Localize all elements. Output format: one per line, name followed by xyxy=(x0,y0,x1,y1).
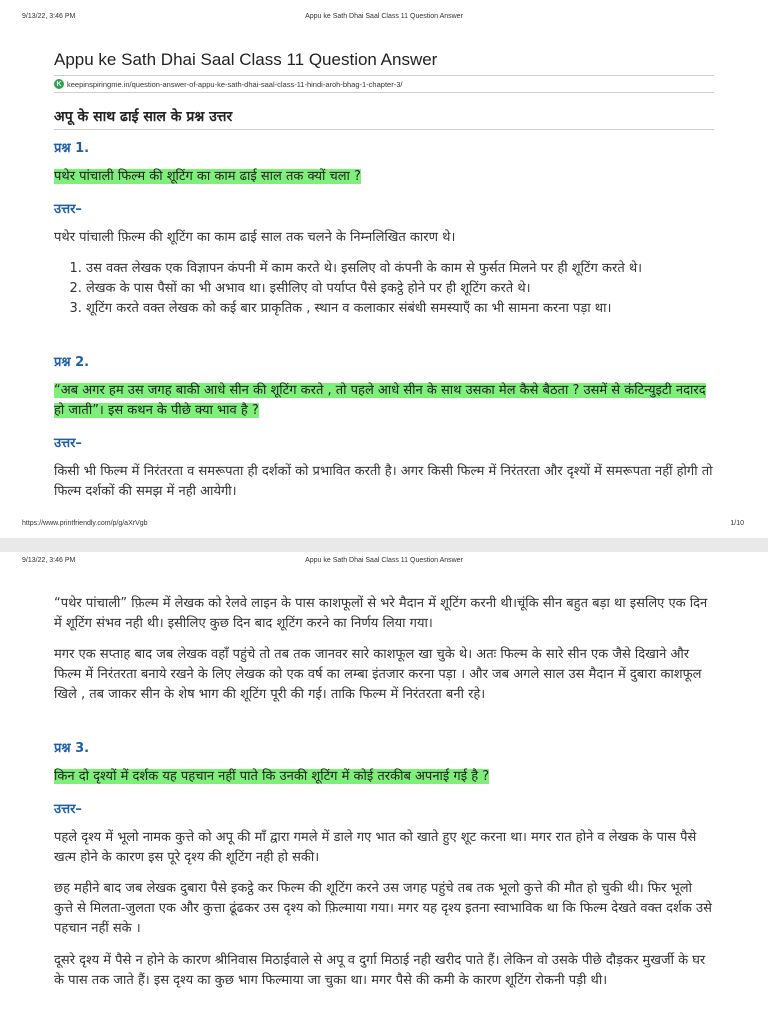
answer-3-para-1: पहले दृश्य में भूलो नामक कुत्ते को अपू की माँ द्वारा गमले में डाले गए भात को खाते हुए शूट करना था। मगर रात होने व लेखक के पास पैसे खत्म होने के कारण इस पूरे दृश्य की शूटिंग नही हो सकी। xyxy=(54,830,697,865)
question-1-label: प्रश्न 1. xyxy=(54,141,90,156)
question-2-text xyxy=(54,381,714,421)
answer-3-para-2: छह महीने बाद जब लेखक दुबारा पैसे इकट्ठे कर फिल्म की शूटिंग करने उस जगह पहुंचे तब तक भूलो कुत्ते की मौत हो चुकी थी। फिर भूलो कुत्ते से मिलता-जुलता एक और कुत्ता ढूंढकर उस दृश्य को फ़िल्माया गया। मगर यह दृश्य इतना स्वाभाविक था कि फिल्म देखते वक्त दर्शक उसे पहचान नहीं सके । xyxy=(54,881,712,936)
answer-1-list xyxy=(54,259,746,319)
print-footer-url[interactable]: https://www.printfriendly.com/p/g/aXrVgb xyxy=(22,520,148,527)
print-page-number: 1/10 xyxy=(730,520,744,527)
question-1-text xyxy=(54,167,714,187)
question-1-highlight: पथेर पांचाली फिल्म की शूटिंग का काम ढाई साल तक क्यों चला ? xyxy=(54,169,361,184)
source-url-row[interactable] xyxy=(54,79,402,89)
answer-2-label: उत्तर– xyxy=(54,436,82,451)
site-logo-icon: K xyxy=(54,79,64,89)
answer-1-intro: पथेर पांचाली फ़िल्म की शूटिंग का काम ढाई साल तक चलने के निम्नलिखित कारण थे। xyxy=(54,230,456,245)
list-item: 1. उस वक्त लेखक एक विज्ञापन कंपनी में काम करते थे। इसलिए वो कंपनी के काम से फुर्सत मिलने पर ही शूटिंग करते थे। xyxy=(86,259,746,279)
question-3-highlight: किन दो दृश्यों में दर्शक यह पहचान नहीं पाते कि उनकी शूटिंग में कोई तरकीब अपनाई गई है ? xyxy=(54,769,490,784)
print-doc-title: Appu ke Sath Dhai Saal Class 11 Question Answer xyxy=(305,13,463,20)
list-item: 2. लेखक के पास पैसों का भी अभाव था। इसीलिए वो पर्याप्त पैसे इकट्ठे होने पर ही शूटिंग करते थे। xyxy=(86,279,746,299)
subtitle-divider xyxy=(54,129,714,130)
url-divider xyxy=(54,92,714,93)
answer-2-para-3: मगर एक सप्ताह बाद जब लेखक वहाँ पहुंचे तो तब तक जानवर सारे काशफूल खा चुके थे। अतः फिल्म के सारे सीन एक जैसे दिखाने और फिल्म में निरंतरता बनाये रखने के लिए लेखक को एक वर्ष का लम्बा इंतजार करना पड़ा । और जब अगले साल उस मैदान में दुबारा काशफूल खिले , तब जाकर सीन के शेष भाग की शूटिंग पूरी की गई। ताकि फिल्म में निरंतरता बनी रहे। xyxy=(54,647,702,702)
question-3-label: प्रश्न 3. xyxy=(54,741,90,756)
print-datetime: 9/13/22, 3:46 PM xyxy=(22,557,76,564)
page-title: Appu ke Sath Dhai Saal Class 11 Question Answer xyxy=(54,50,438,69)
page-break xyxy=(0,538,768,552)
source-url[interactable]: keepinspiringme.in/question-answer-of-appu-ke-sath-dhai-saal-class-11-hindi-aroh-bhag-1-chapter-3/ xyxy=(67,79,403,89)
question-3-text xyxy=(54,767,714,787)
answer-1-label: उत्तर– xyxy=(54,202,82,217)
section-subtitle: अपू के साथ ढाई साल के प्रश्न उत्तर xyxy=(54,109,233,125)
print-doc-title: Appu ke Sath Dhai Saal Class 11 Question Answer xyxy=(305,557,463,564)
answer-3-label: उत्तर– xyxy=(54,802,82,817)
list-item: 3. शूटिंग करते वक्त लेखक को कई बार प्राकृतिक , स्थान व कलाकार संबंधी समस्याएँ का भी सामना करना पड़ा था। xyxy=(86,299,746,319)
answer-3-para-3: दूसरे दृश्य में पैसे न होने के कारण श्रीनिवास मिठाईवाले से अपू व दुर्गा मिठाई नही खरीद पाते हैं। लेकिन वो उसके पीछे दौड़कर मुखर्जी के घर के पास तक जाते हैं। इस दृश्य का कुछ भाग फिल्माया जा चुका था। मगर पैसे की कमी के कारण शूटिंग रोकनी पड़ी थी। xyxy=(54,953,706,988)
question-2-highlight: “अब अगर हम उस जगह बाकी आधे सीन की शूटिंग करते , तो पहले आधे सीन के साथ उसका मेल कैसे बैठता ? उसमें से कंटिन्युइटी नदारद हो जाती”। इस कथन के पीछे क्या भाव है ? xyxy=(54,383,706,418)
answer-2-para-1: किसी भी फिल्म में निरंतरता व समरूपता ही दर्शकों को प्रभावित करती है। अगर किसी फिल्म में निरंतरता और दृश्यों में समरूपता नहीं होगी तो फिल्म दर्शकों की समझ में नही आयेगी। xyxy=(54,464,713,499)
print-datetime: 9/13/22, 3:46 PM xyxy=(22,13,76,20)
answer-2-para-2: “पथेर पांचाली” फ़िल्म में लेखक को रेलवे लाइन के पास काशफूलों से भरे मैदान में शूटिंग करनी थी।चूंकि सीन बहुत बड़ा था इसलिए एक दिन में शूटिंग संभव नही थी। इसीलिए कुछ दिन बाद शूटिंग करने का निर्णय लिया गया। xyxy=(54,596,708,631)
title-divider xyxy=(54,75,714,76)
question-2-label: प्रश्न 2. xyxy=(54,355,90,370)
